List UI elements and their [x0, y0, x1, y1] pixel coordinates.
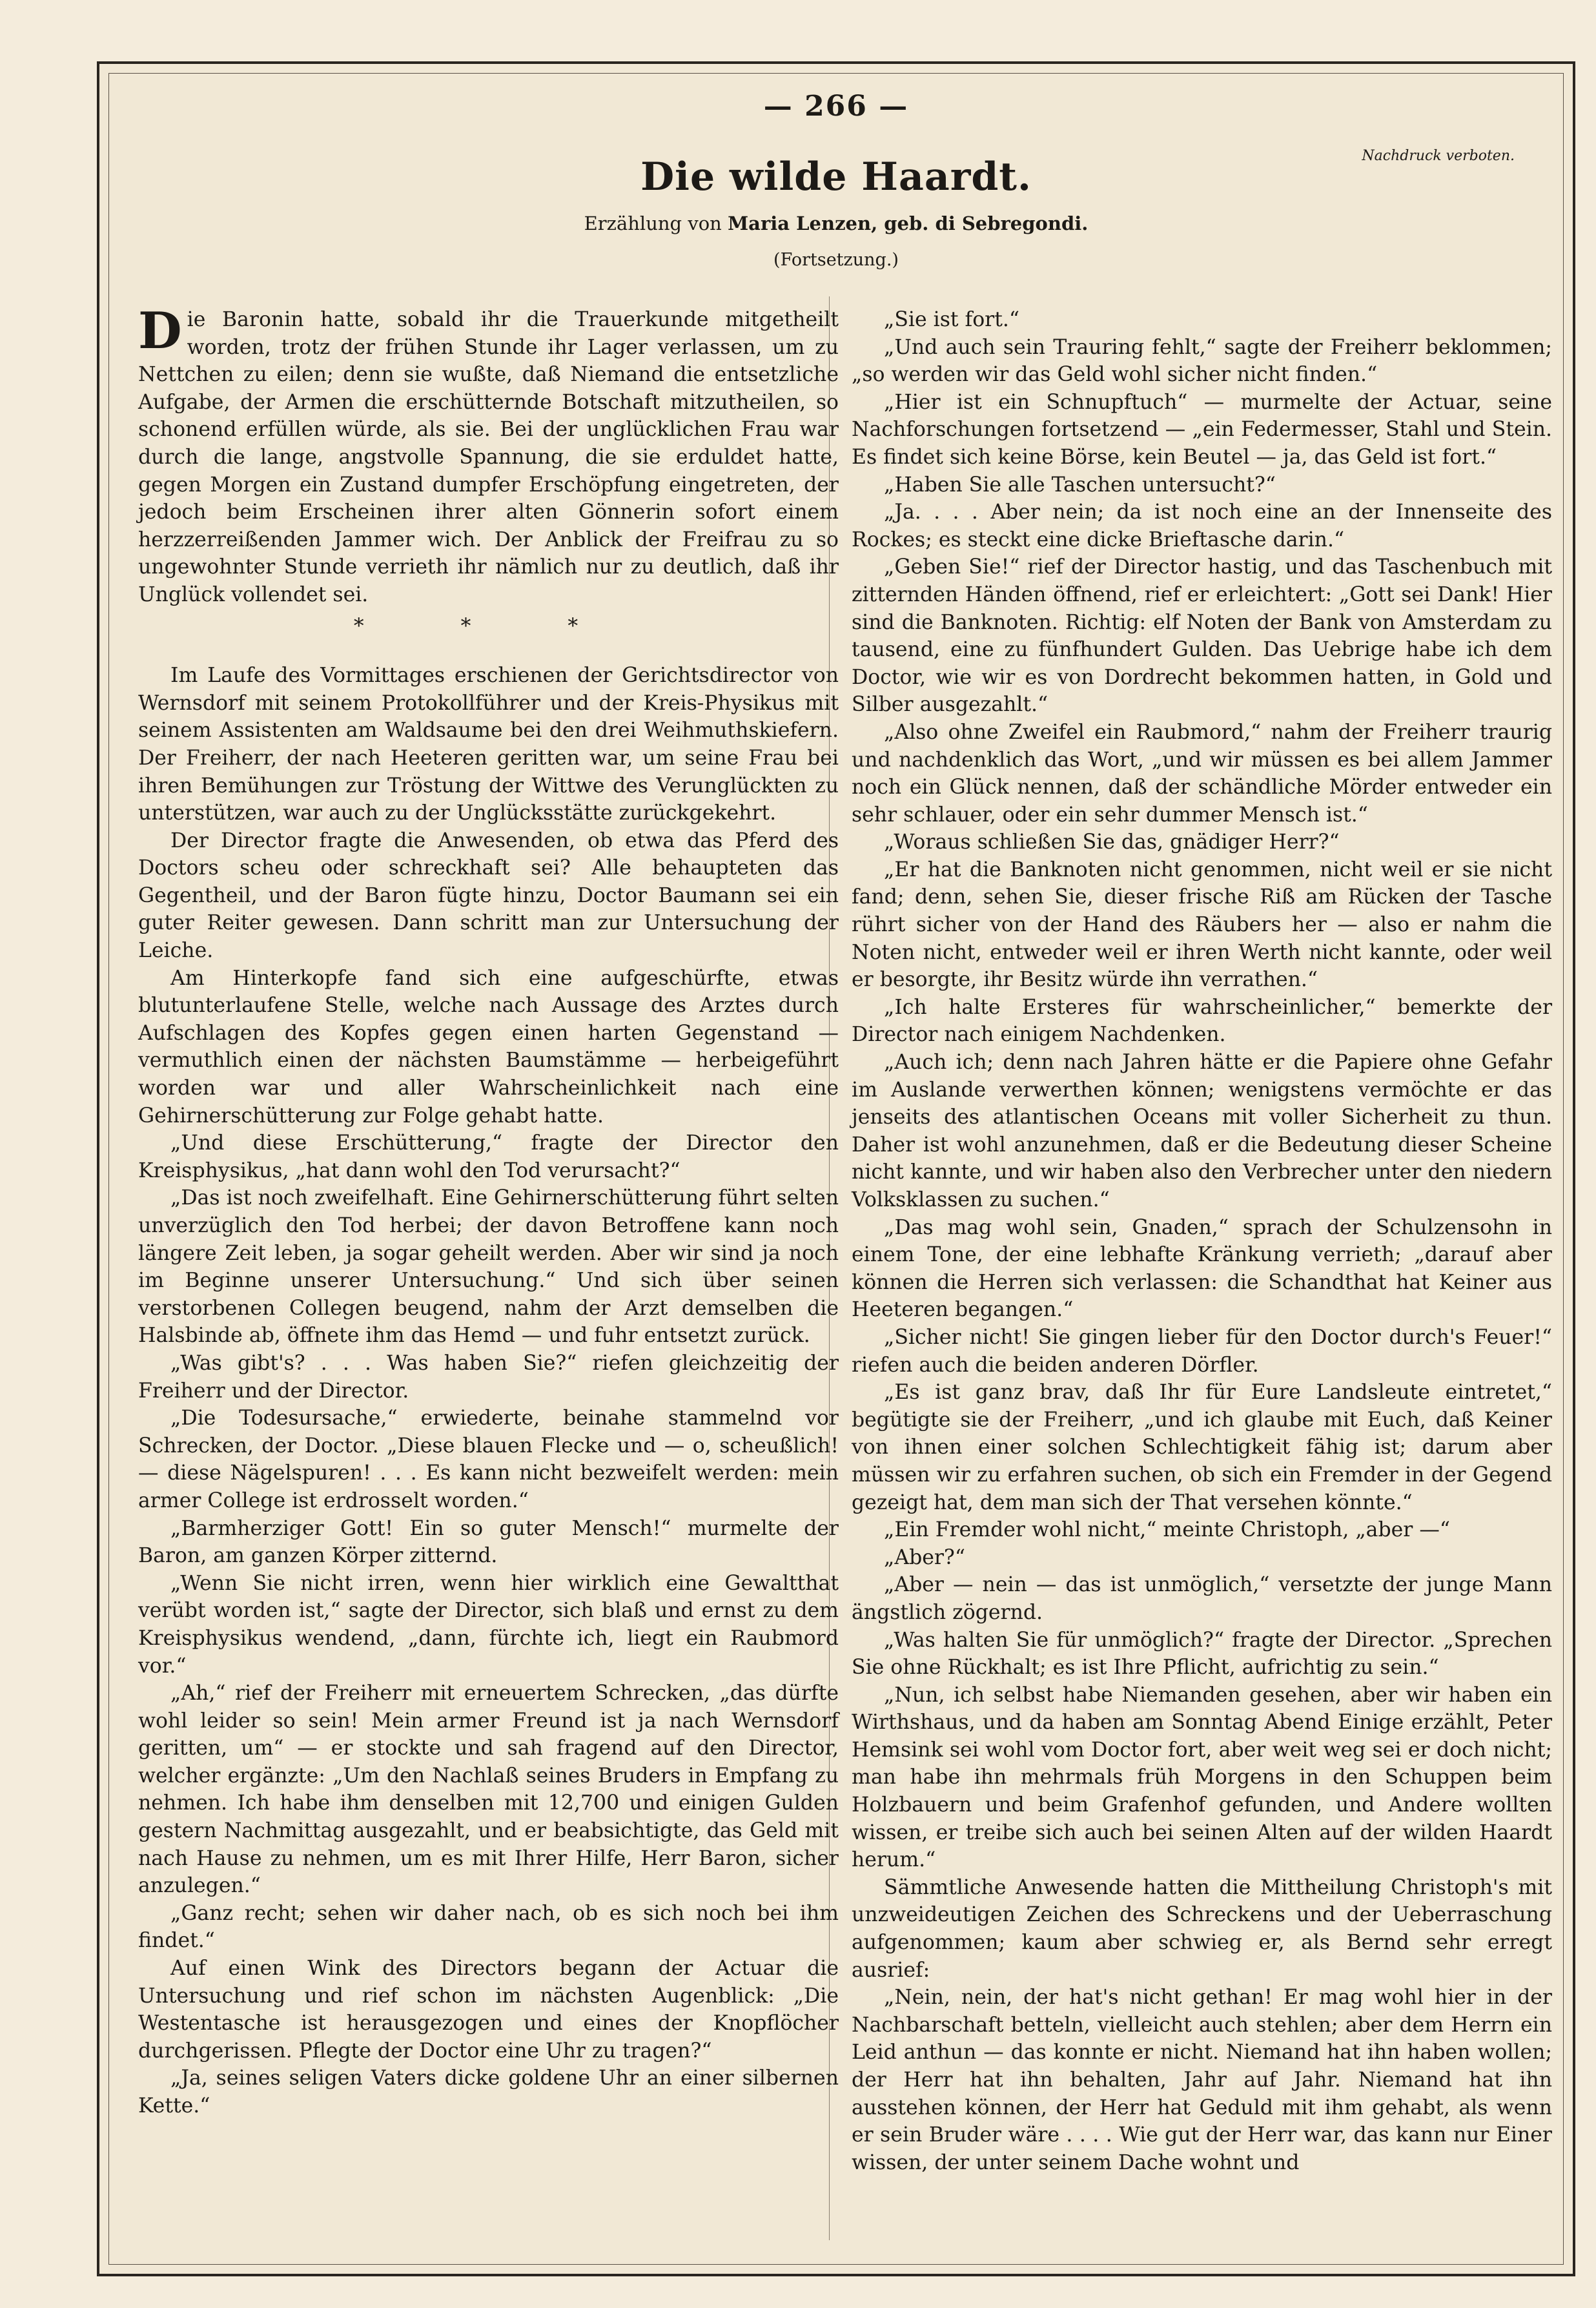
paragraph: „Es ist ganz brav, daß Ihr für Eure Landsleute eintretet,“ begütigte sie der Freiherr, „und ich glaube mit Euch, daß Keiner von ihnen einer solchen Schlechtigkeit fähig ist; darum aber müssen wir zu erfahren suchen, ob sich ein Fremder in der Gegend gezeigt hat, dem man sich der That versehen könnte.“ — [852, 1381, 1552, 1514]
paragraph: „Und diese Erschütterung,“ fragte der Director den Kreisphysikus, „hat dann wohl den Tod verursacht?“ — [138, 1131, 839, 1182]
paragraph-text: ie Baronin hatte, sobald ihr die Trauerkunde mitgetheilt worden, trotz der frühen Stunde ihr Lager verlassen, um zu Nettchen zu eilen; denn sie wußte, daß Niemand die entsetzliche Aufgabe, der Armen die erschütternde Botschaft mitzutheilen, so schonend erfüllen würde, als sie. Bei der unglücklichen Frau war durch die lange, angstvolle Spannung, die sie erduldet hatte, gegen Morgen ein Zustand dumpfer Erschöpfung eingetreten, der jedoch beim Erscheinen ihrer alten Gönnerin sofort einem herzzerreißenden Jammer wich. Der Anblick der Freifrau zu so ungewohnter Stunde verrieth ihr nämlich nur zu deutlich, daß ihr Unglück vollendet sei. — [138, 308, 839, 606]
drop-cap: D — [138, 302, 182, 360]
paragraph: „Aber?“ — [884, 1545, 965, 1569]
section-separator: * * * — [353, 614, 624, 638]
paragraph: Im Laufe des Vormittages erschienen der Gerichtsdirector von Wernsdorf mit seinem Protokollführer und der Kreis-Physikus mit seinem Assistenten am Waldsaume bei den drei Weihmuthskiefern. Der Freiherr, der nach Heeteren geritten war, um seine Frau bei ihren Bemühungen zur Tröstung der Wittwe des Verunglückten zu unterstützen, war auch zu der Unglücksstätte zurückgekehrt. — [138, 664, 839, 825]
reprint-notice: Nachdruck verboten. — [1362, 148, 1515, 164]
paragraph: „Sie ist fort.“ — [884, 308, 1019, 331]
continuation-note: (Fortsetzung.) — [773, 250, 899, 270]
paragraph: „Ganz recht; sehen wir daher nach, ob es sich noch bei ihm findet.“ — [138, 1901, 839, 1953]
paragraph: „Das ist noch zweifelhaft. Eine Gehirnerschütterung führt selten unverzüglich den Tod herbei; der davon Betroffene kann noch längere Zeit leben, ja sogar geheilt werden. Aber wir sind ja noch im Beginne unserer Untersuchung.“ Und sich über seinen verstorbenen Collegen beugend, nahm der Arzt demselben die Halsbinde ab, öffnete ihm das Hemd — und fuhr entsetzt zurück. — [138, 1186, 839, 1348]
paragraph: „Sicher nicht! Sie gingen lieber für den Doctor durch's Feuer!“ riefen auch die beiden anderen Dörfler. — [852, 1325, 1552, 1377]
paragraph: „Geben Sie!“ rief der Director hastig, und das Taschenbuch mit zitternden Händen öffnend, rief er erleichtert: „Gott sei Dank! Hier sind die Banknoten. Richtig: elf Noten der Bank von Amsterdam zu tausend, eine zu fünfhundert Gulden. Das Uebrige habe ich dem Doctor, wie wir es von Dordrecht bekommen hatten, in Gold und Silber ausgezahlt.“ — [852, 555, 1552, 717]
paragraph: Auf einen Wink des Directors begann der Actuar die Untersuchung und rief schon im nächsten Augenblick: „Die Westentasche ist herausgezogen und eines der Knopflöcher durchgerissen. Pflegte der Doctor eine Uhr zu tragen?“ — [138, 1957, 839, 2063]
paragraph: „Was halten Sie für unmöglich?“ fragte der Director. „Sprechen Sie ohne Rückhalt; es ist Ihre Pflicht, aufrichtig zu sein.“ — [852, 1628, 1552, 1680]
paragraph: „Die Todesursache,“ erwiederte, beinahe stammelnd vor Schrecken, der Doctor. „Diese blauen Flecke und — o, scheußlich! — diese Nägelspuren! . . . Es kann nicht bezweifelt werden: mein armer College ist erdrosselt worden.“ — [138, 1406, 839, 1512]
paragraph: „Ein Fremder wohl nicht,“ meinte Christoph, „aber —“ — [884, 1518, 1450, 1542]
paragraph: „Aber — nein — das ist unmöglich,“ versetzte der junge Mann ängstlich zögernd. — [852, 1573, 1552, 1624]
paragraph: Am Hinterkopfe fand sich eine aufgeschürfte, etwas blutunterlaufene Stelle, welche nach Aussage des Arztes durch Aufschlagen des Kopfes gegen einen harten Gegenstand — vermuthlich einen der nächsten Baumstämme — herbeigeführt worden war und aller Wahrscheinlichkeit nach eine Gehirnerschütterung zur Folge gehabt hatte. — [138, 966, 839, 1128]
page-number: — 266 — — [763, 90, 909, 123]
paragraph: „Hier ist ein Schnupftuch“ — murmelte der Actuar, seine Nachforschungen fortsetzend — „ein Federmesser, Stahl und Stein. Es findet sich keine Börse, kein Beutel — ja, das Geld ist fort.“ — [852, 390, 1552, 469]
paragraph: „Also ohne Zweifel ein Raubmord,“ nahm der Freiherr traurig und nachdenklich das Wort, „und wir müssen es bei allem Jammer noch ein Glück nennen, daß der schändliche Mörder entweder ein sehr schlauer, oder ein sehr dummer Mensch ist.“ — [852, 720, 1552, 827]
paragraph: „Woraus schließen Sie das, gnädiger Herr?“ — [884, 830, 1340, 854]
page-sheet — [97, 61, 1575, 2276]
paragraph: „Nein, nein, der hat's nicht gethan! Er mag wohl hier in der Nachbarschaft betteln, vielleicht auch stehlen; aber dem Herrn ein Leid anthun — das konnte er nicht. Niemand hat ihn haben wollen; der Herr hat ihn behalten, Jahr auf Jahr. Niemand hat ihn ausstehen können, der Herr hat Geduld mit ihm gehabt, als wenn er sein Bruder wäre . . . . Wie gut der Herr war, das kann nur Einer wissen, der unter seinem Dache wohnt und — [852, 1986, 1552, 2174]
author-name: Maria Lenzen, geb. di Sebregondi. — [728, 212, 1089, 234]
byline — [99, 212, 1573, 234]
paragraph: „Barmherziger Gott! Ein so guter Mensch!“ murmelte der Baron, am ganzen Körper zitternd. — [138, 1516, 839, 1568]
paragraph: „Wenn Sie nicht irren, wenn hier wirklich eine Gewaltthat verübt worden ist,“ sagte der Director, sich blaß und ernst zu dem Kreisphysikus wendend, „dann, fürchte ich, liegt ein Raubmord vor.“ — [138, 1571, 839, 1678]
paragraph: „Er hat die Banknoten nicht genommen, nicht weil er sie nicht fand; denn, sehen Sie, dieser frische Riß am Rücken der Tasche rührt sicher von der Hand des Räubers her — also er nahm die Noten nicht, entweder weil er ihren Werth nicht kannte, oder weil er besorgte, ihr Besitz würde ihn verrathen.“ — [852, 858, 1552, 992]
paragraph: „Haben Sie alle Taschen untersucht?“ — [884, 473, 1276, 497]
article-title: Die wilde Haardt. — [640, 154, 1032, 200]
right-column — [852, 306, 1552, 2176]
paragraph — [138, 302, 839, 609]
paragraph: „Nun, ich selbst habe Niemanden gesehen, aber wir haben ein Wirthshaus, und da haben am Sonntag Abend Einige erzählt, Peter Hemsink sei wohl vom Doctor fort, aber weit weg sei er doch nicht; man habe ihn mehrmals früh Morgens in den Schuppen beim Holzbauern und beim Grafenhof gefunden, und Andere wollten wissen, er treibe sich auch bei seinen Alten auf der wilden Haardt herum.“ — [852, 1683, 1552, 1872]
paragraph: Sämmtliche Anwesende hatten die Mittheilung Christoph's mit unzweideutigen Zeichen des Schreckens und der Ueberraschung aufgenommen; kaum aber schwieg er, als Bernd sehr erregt ausrief: — [852, 1875, 1552, 1982]
paragraph: „Auch ich; denn nach Jahren hätte er die Papiere ohne Gefahr im Auslande verwerthen können; wenigstens vermöchte er das jenseits des atlantischen Oceans mit voller Sicherheit zu thun. Daher ist wohl anzunehmen, daß er die Bedeutung dieser Scheine nicht kannte, und wir haben also den Verbrecher unter den niedern Volksklassen zu suchen.“ — [852, 1051, 1552, 1211]
paragraph: „Ja. . . . Aber nein; da ist noch eine an der Innenseite des Rockes; es steckt eine dicke Brieftasche darin.“ — [852, 500, 1552, 551]
left-column — [138, 302, 839, 2120]
byline-prefix: Erzählung von — [584, 212, 728, 234]
paragraph: „Was gibt's? . . . Was haben Sie?“ riefen gleichzeitig der Freiherr und der Director. — [138, 1351, 839, 1403]
paragraph: Der Director fragte die Anwesenden, ob etwa das Pferd des Doctors scheu oder schreckhaft sei? Alle behaupteten das Gegentheil, und der Baron fügte hinzu, Doctor Baumann sei ein guter Reiter gewesen. Dann schritt man zur Untersuchung der Leiche. — [138, 829, 839, 963]
paragraph: „Ja, seines seligen Vaters dicke goldene Uhr an einer silbernen Kette.“ — [138, 2066, 839, 2117]
paragraph: „Ah,“ rief der Freiherr mit erneuertem Schrecken, „das dürfte wohl leider so sein! Mein armer Freund ist ja nach Wernsdorf geritten, um“ — er stockte und sah fragend auf den Director, welcher ergänzte: „Um den Nachlaß seines Bruders in Empfang zu nehmen. Ich habe ihm denselben mit 12,700 und einigen Gulden gestern Nachmittag ausgezahlt, und er beabsichtigte, das Geld mit nach Hause zu nehmen, um es mit Ihrer Hilfe, Herr Baron, sicher anzulegen.“ — [138, 1682, 839, 1898]
paragraph: „Ich halte Ersteres für wahrscheinlicher,“ bemerkte der Director nach einigem Nachdenken. — [852, 995, 1552, 1047]
paragraph: „Und auch sein Trauring fehlt,“ sagte der Freiherr beklommen; „so werden wir das Geld wohl sicher nicht finden.“ — [852, 335, 1552, 387]
paragraph: „Das mag wohl sein, Gnaden,“ sprach der Schulzensohn in einem Tone, der eine lebhafte Kränkung verrieth; „darauf aber können die Herren sich verlassen: die Schandthat hat Keiner aus Heeteren begangen.“ — [852, 1215, 1552, 1322]
